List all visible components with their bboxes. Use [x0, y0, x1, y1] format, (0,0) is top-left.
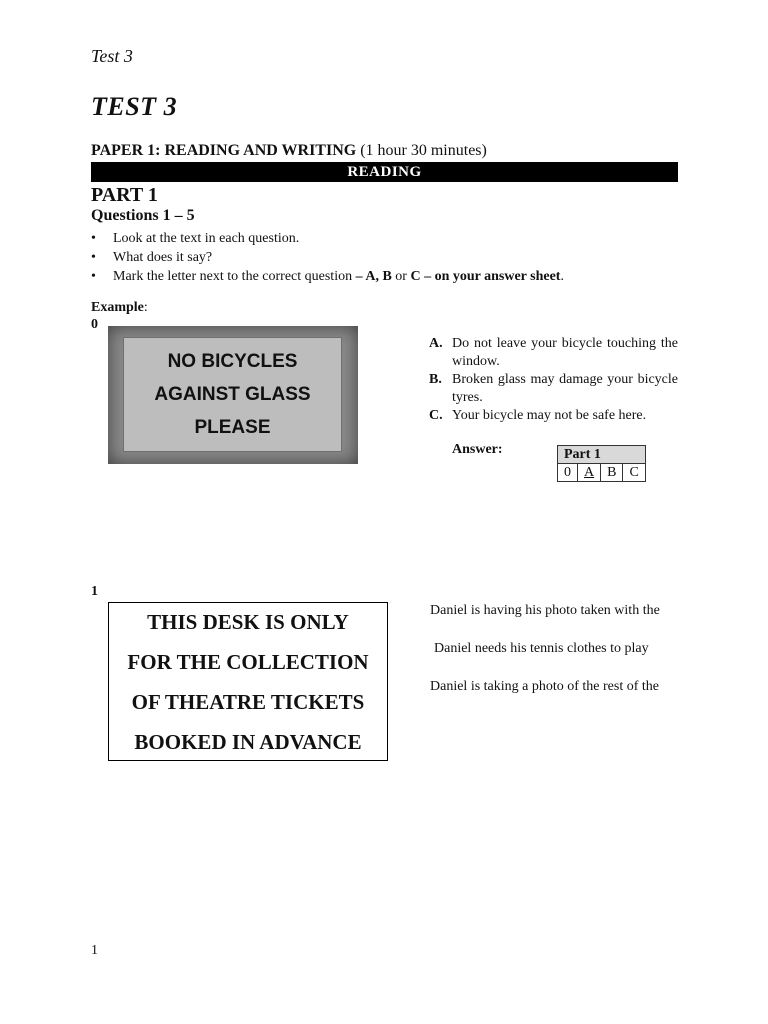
page-title: TEST 3 — [91, 92, 178, 121]
instruction-text: Look at the text in each question. — [113, 231, 300, 246]
question-1-sign-line: FOR THE COLLECTION — [127, 649, 369, 674]
instruction-dash: – — [352, 269, 366, 284]
question-1-sign-line: BOOKED IN ADVANCE — [134, 729, 362, 754]
option-letter: C. — [429, 408, 443, 423]
example-option-c — [429, 407, 678, 425]
answer-cell-number: 0 — [558, 464, 578, 482]
example-label-text: Example — [91, 300, 144, 315]
question-1-number: 1 — [91, 584, 98, 599]
instruction-mark-prefix: Mark the letter next to the correct question — [113, 269, 353, 284]
question-1-option: Daniel is taking a photo of the rest of the — [430, 679, 659, 694]
example-option-b — [429, 371, 678, 407]
bullet-icon: • — [91, 231, 96, 246]
answer-cell-a-selected: A — [578, 464, 601, 482]
part-title: PART 1 — [91, 184, 158, 206]
instruction-item — [91, 267, 564, 286]
page-number: 1 — [91, 943, 98, 958]
instruction-item — [91, 248, 564, 267]
bullet-icon: • — [91, 250, 96, 265]
option-text: Broken glass may damage your bicycle tyres. — [452, 372, 678, 405]
instruction-answer-sheet: – on your answer sheet — [420, 269, 561, 284]
option-letter: B. — [429, 372, 442, 387]
section-bar-reading: READING — [91, 162, 678, 182]
instruction-text: What does it say? — [113, 250, 213, 265]
example-label — [91, 300, 148, 316]
answer-table-header-row — [558, 446, 646, 464]
instruction-letters-ab: A, B — [365, 269, 392, 284]
answer-table-header: Part 1 — [558, 446, 646, 464]
instruction-letter-c: C — [410, 269, 421, 284]
example-sign-line: NO BICYCLES — [167, 351, 298, 372]
example-sign — [123, 337, 342, 452]
question-1-sign — [108, 602, 388, 761]
paper-duration: (1 hour 30 minutes) — [360, 142, 487, 159]
bullet-icon: • — [91, 269, 96, 284]
option-text: Do not leave your bicycle touching the window. — [452, 336, 678, 369]
paper-heading — [91, 142, 487, 160]
running-header: Test 3 — [91, 46, 133, 66]
answer-label: Answer: — [452, 442, 503, 457]
question-1-sign-line: THIS DESK IS ONLY — [147, 609, 349, 634]
instructions-list — [91, 229, 564, 286]
answer-cell-c: C — [623, 464, 645, 482]
example-sign-line: AGAINST GLASS — [154, 384, 311, 405]
instruction-or: or — [391, 269, 411, 284]
instruction-text — [113, 269, 564, 284]
instruction-item — [91, 229, 564, 248]
option-text: Your bicycle may not be safe here. — [452, 408, 647, 423]
paper-label: PAPER 1: READING AND WRITING — [91, 142, 357, 159]
example-sign-photo — [108, 326, 358, 464]
question-1-sign-line: OF THEATRE TICKETS — [131, 689, 365, 714]
answer-table — [557, 445, 646, 482]
example-number: 0 — [91, 317, 98, 332]
example-sign-line: PLEASE — [194, 417, 271, 438]
example-option-a — [429, 335, 678, 371]
answer-cell-b: B — [601, 464, 623, 482]
question-1-option: Daniel needs his tennis clothes to play — [434, 641, 649, 656]
option-letter: A. — [429, 336, 443, 351]
example-colon: : — [143, 300, 148, 315]
instruction-period: . — [560, 269, 564, 284]
answer-table-row — [558, 464, 646, 482]
questions-range: Questions 1 – 5 — [91, 207, 195, 224]
question-1-option: Daniel is having his photo taken with the — [430, 603, 660, 618]
example-options — [429, 335, 678, 425]
